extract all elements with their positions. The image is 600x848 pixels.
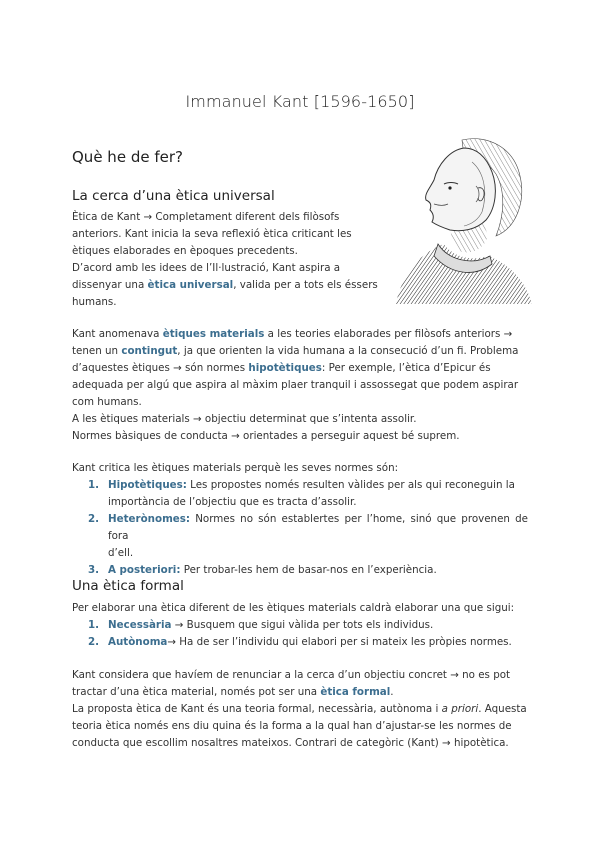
text-line: adequada per algú que aspira al màxim plaer tranquil i assossegat que podem aspirar [72,379,519,391]
list-number: 2. [88,513,100,525]
text-line: com humans. [72,396,142,408]
paragraph-formal-conclusion [72,667,528,752]
highlight-term: Heterònomes: [108,513,191,525]
text-fragment: Kant anomenava [72,328,163,340]
highlight-term: ètiques materials [162,328,265,340]
subheading-formal-ethics: Una ètica formal [72,578,184,594]
text-fragment: Normes no són establertes per l’home, sinó que provenen de fora [108,513,528,542]
list-item [72,562,528,579]
text-fragment: . [390,686,394,698]
text-line: A les ètiques materials → objectiu determinat que s’intenta assolir. [72,413,417,425]
text-line: anteriors. Kant inicia la seva reflexió ètica criticant les [72,228,352,240]
highlight-term: A posteriori: [108,564,181,576]
text-line [72,343,528,360]
text-fragment: tractar d’una ètica material, només pot ser una [72,686,321,698]
text-line [108,617,528,634]
list-item [72,617,528,634]
list-item [72,511,528,562]
list-number: 1. [88,619,100,631]
highlight-term: hipotètiques [248,362,322,374]
paragraph-material-ethics [72,326,528,445]
numbered-list-formal [72,617,528,651]
text-fragment: → Busquem que sigui vàlida per tots els individus. [171,619,434,631]
text-line [108,634,528,651]
highlight-term: ètica universal [147,279,234,291]
text-line [108,562,528,579]
text-line: conducta que escollim nosaltres mateixos. Contrari de categòric (Kant) → hipotètica. [72,737,509,749]
subheading-universal-ethics: La cerca d’una ètica universal [72,188,275,204]
text-line: d’ell. [108,547,134,559]
section-heading-main: Què he de fer? [72,148,183,166]
text-fragment: La proposta ètica de Kant és una teoria formal, necessària, autònoma i [72,703,442,715]
text-line [72,277,386,294]
highlight-term: ètica formal [320,686,391,698]
text-line: ètiques elaborades en èpoques precedents. [72,245,298,257]
highlight-term: Hipotètiques: [108,479,187,491]
paragraph-intro [72,209,386,311]
list-number: 1. [88,479,100,491]
text-line: Kant considera que havíem de renunciar a la cerca d’un objectiu concret → no es pot [72,669,511,681]
text-fragment: : Per exemple, l’ètica d’Epicur és [321,362,491,374]
text-fragment: Per trobar-les hem de basar-nos en l’experiència. [180,564,437,576]
text-line: humans. [72,296,117,308]
highlight-term: Autònoma [108,636,168,648]
text-fragment: , ja que orienten la vida humana a la consecució d’un fi. Problema [177,345,519,357]
text-line [72,684,528,701]
kant-portrait-image [392,132,532,304]
text-fragment: a les teories elaborades per filòsofs anteriors → [264,328,513,340]
text-line: Ètica de Kant → Completament diferent dels filòsofs [72,211,340,223]
highlight-term: Necessària [108,619,172,631]
text-fragment: → Ha de ser l’individu qui elabori per si mateix les pròpies normes. [167,636,512,648]
list-item [72,634,528,651]
text-fragment: Les propostes només resulten vàlides per als qui reconeguin la [186,479,515,491]
text-fragment: d’aquestes ètiques → són normes [72,362,249,374]
text-line [72,360,528,377]
page-title: Immanuel Kant [1596-1650] [185,92,415,111]
text-line: Per elaborar una ètica diferent de les ètiques materials caldrà elaborar una que sigui: [72,602,515,614]
text-line [72,701,528,718]
text-line: Normes bàsiques de conducta → orientades a perseguir aquest bé suprem. [72,430,460,442]
numbered-list-critique [72,477,528,579]
text-fragment: tenen un [72,345,122,357]
list-number: 2. [88,636,100,648]
text-line [108,511,528,545]
text-fragment: . Aquesta [478,703,527,715]
text-fragment: , valida per a tots els éssers [233,279,378,291]
paragraph-formal-intro [72,600,528,651]
text-line: Kant critica les ètiques materials perquè les seves normes són: [72,462,399,474]
text-line: D’acord amb les idees de l’Il·lustració, Kant aspira a [72,262,341,274]
highlight-term: contingut [121,345,178,357]
text-line [72,326,528,343]
paragraph-critique [72,460,528,579]
list-number: 3. [88,564,100,576]
text-fragment: dissenyar una [72,279,148,291]
text-line: teoria ètica només ens diu quina és la forma a la qual han d’ajustar-se les normes de [72,720,512,732]
text-line: importància de l’objectiu que es tracta d’assolir. [108,496,357,508]
list-item [72,477,528,511]
italic-term: a priori [441,703,479,715]
text-line [108,477,528,494]
